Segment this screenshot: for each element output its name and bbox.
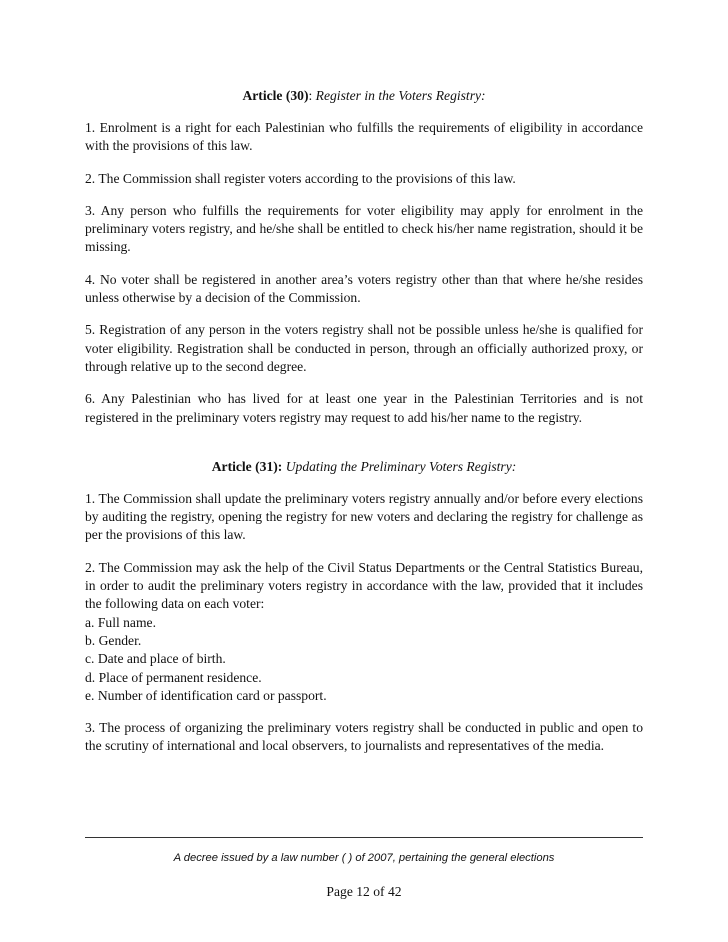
voter-data-item-birth: c. Date and place of birth. <box>85 651 226 667</box>
article-30-label: Article (30) <box>242 88 309 103</box>
article-31-paragraph-3: 3. The process of organizing the preliminary voters registry shall be conducted in public and open to the scrutiny of international and local observers, to journalists and representatives of the media. <box>85 720 643 754</box>
voter-data-item-residence: d. Place of permanent residence. <box>85 669 262 685</box>
voter-data-item-gender: b. Gender. <box>85 632 142 648</box>
page-content <box>85 86 643 770</box>
article-31-heading <box>85 457 643 477</box>
article-30-paragraph-6: 6. Any Palestinian who has lived for at least one year in the Palestinian Territories and is not registered in the preliminary voters registry may request to add his/her name to the registry. <box>85 391 643 425</box>
article-30-title: Register in the Voters Registry: <box>315 88 486 103</box>
article-31-paragraph-2-block <box>85 559 643 705</box>
page-number: Page 12 of 42 <box>326 884 402 899</box>
article-30-paragraph-5: 5. Registration of any person in the voters registry shall not be possible unless he/she is qualified for voter eligibility. Registration shall be conducted in person, through an officially authorized proxy, or through relative up to the second degree. <box>85 322 643 374</box>
article-30-heading <box>85 86 643 106</box>
article-31-paragraph-2: 2. The Commission may ask the help of the Civil Status Departments or the Central Statistics Bureau, in order to audit the preliminary voters registry in accordance with the law, provided that it includes the following data on each voter: <box>85 559 643 612</box>
voter-data-item-full-name: a. Full name. <box>85 614 156 630</box>
footer-caption: A decree issued by a law number ( ) of 2007, pertaining the general elections <box>173 852 555 864</box>
section-spacer <box>85 441 643 457</box>
article-30-paragraph-1: 1. Enrolment is a right for each Palestinian who fulfills the requirements of eligibility in accordance with the provisions of this law. <box>85 120 643 154</box>
article-30-paragraph-3: 3. Any person who fulfills the requirements for voter eligibility may apply for enrolment in the preliminary voters registry, and he/she shall be entitled to check his/her name registration, should it be missing. <box>85 202 643 255</box>
voter-data-item-id-number: e. Number of identification card or passport. <box>85 687 327 703</box>
article-31-title: Updating the Preliminary Voters Registry: <box>285 458 517 474</box>
article-31-label: Article (31): <box>211 458 283 474</box>
article-30-paragraph-4: 4. No voter shall be registered in another area’s voters registry other than that where he/she resides unless otherwise by a decision of the Commission. <box>85 271 643 306</box>
article-30-separator: : <box>308 88 313 103</box>
footer-divider <box>85 837 643 838</box>
article-31-paragraph-1: 1. The Commission shall update the preliminary voters registry annually and/or before every elections by auditing the registry, opening the registry for new voters and declaring the registry for challenge as per the provisions of this law. <box>85 490 643 543</box>
article-30-paragraph-2: 2. The Commission shall register voters according to the provisions of this law. <box>85 170 516 186</box>
